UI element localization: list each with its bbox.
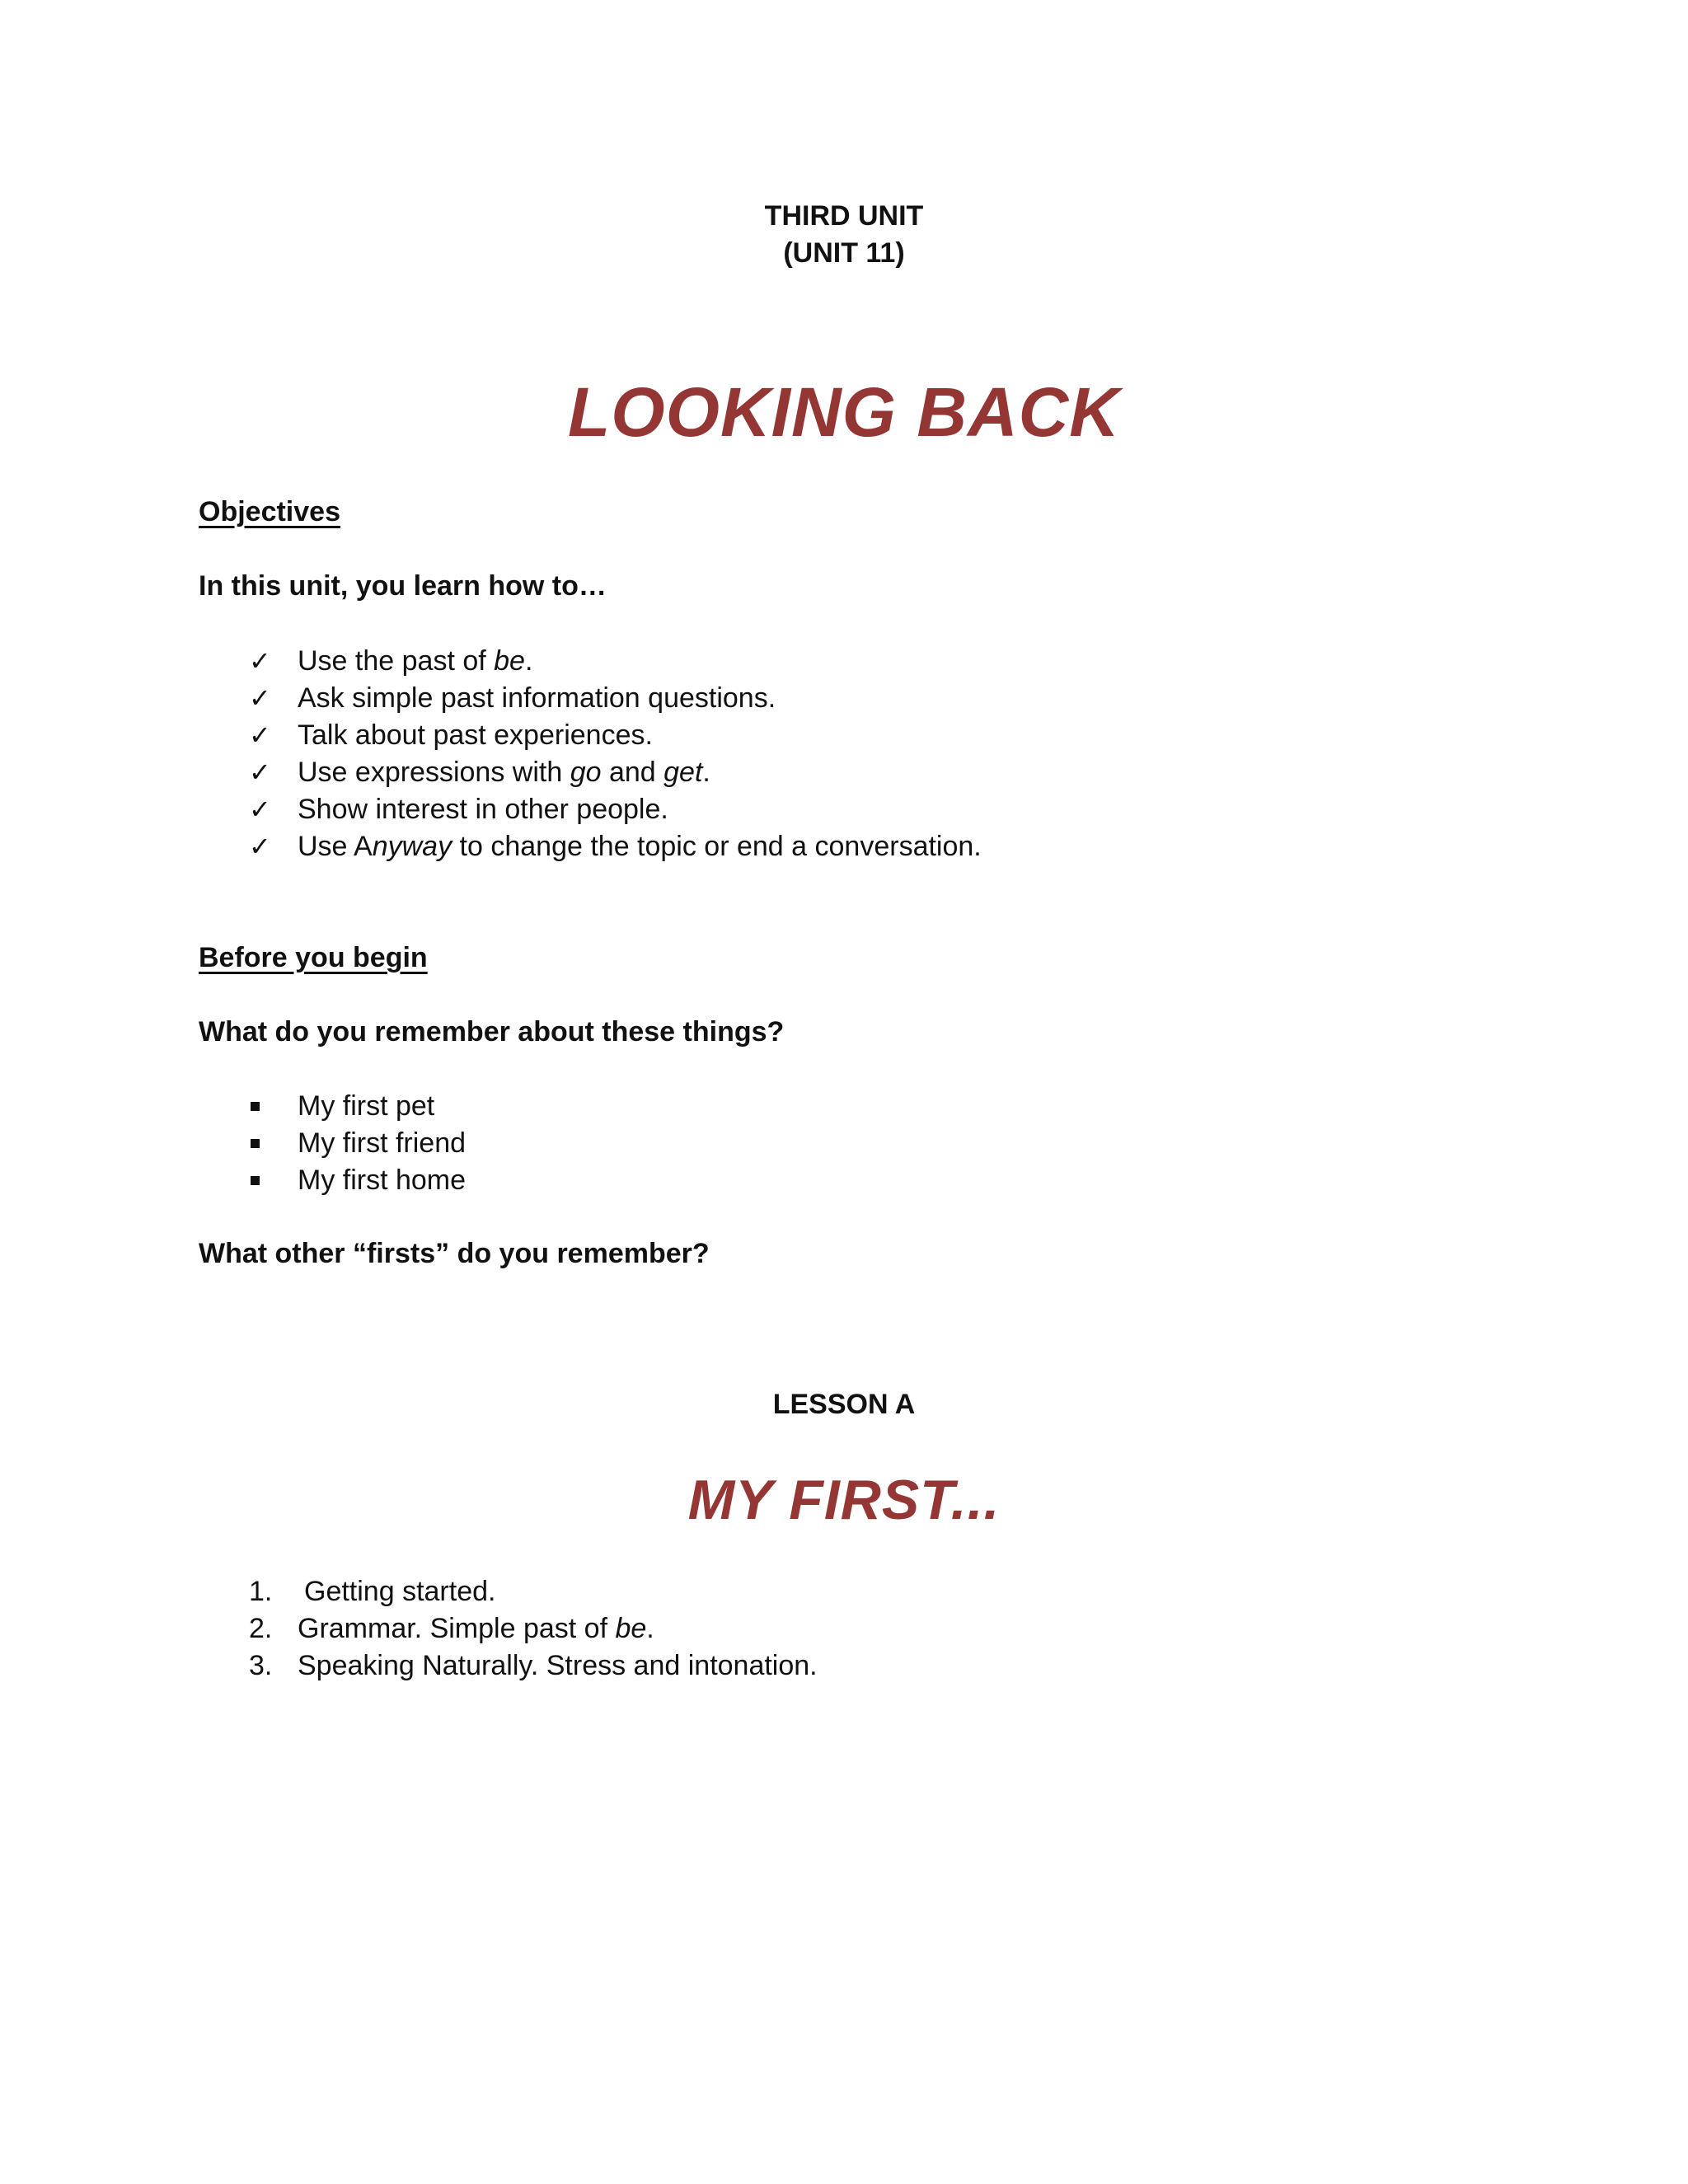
lesson-title: MY FIRST... (687, 1469, 1001, 1531)
checkmark-icon: ✓ (249, 683, 271, 713)
list-item: ✓ Talk about past experiences. (0, 717, 1688, 754)
list-item: My first friend (0, 1125, 1688, 1162)
unit-number: (UNIT 11) (783, 237, 905, 269)
objectives-heading: Objectives (199, 496, 340, 527)
objectives-list (0, 643, 1688, 865)
list-item: 2. Grammar. Simple past of be. (0, 1610, 1688, 1647)
unit-label: THIRD UNIT (764, 200, 924, 232)
list-number: 1. (249, 1576, 273, 1607)
square-bullet-icon (251, 1139, 260, 1148)
checkmark-icon: ✓ (249, 832, 271, 861)
checkmark-icon: ✓ (249, 646, 271, 676)
checkmark-icon: ✓ (249, 757, 271, 787)
list-item: My first pet (0, 1088, 1688, 1125)
lesson-list (0, 1573, 1688, 1685)
square-bullet-icon (251, 1102, 260, 1111)
checkmark-icon: ✓ (249, 794, 271, 824)
list-item: 3. Speaking Naturally. Stress and intonation. (0, 1647, 1688, 1685)
closing-question: What other “firsts” do you remember? (199, 1238, 710, 1269)
list-item: ✓ Use Anyway to change the topic or end a conversation. (0, 828, 1688, 865)
before-you-begin-question: What do you remember about these things? (199, 1016, 785, 1047)
list-item: ✓ Ask simple past information questions. (0, 680, 1688, 717)
objectives-lead: In this unit, you learn how to… (199, 570, 607, 602)
list-item: 1. Getting started. (0, 1573, 1688, 1610)
lesson-label: LESSON A (772, 1389, 916, 1420)
before-you-begin-heading: Before you begin (199, 942, 428, 973)
checkmark-icon: ✓ (249, 720, 271, 750)
list-item: ✓ Show interest in other people. (0, 791, 1688, 828)
list-item: My first home (0, 1162, 1688, 1199)
square-bullet-icon (251, 1176, 260, 1185)
list-number: 3. (249, 1650, 273, 1681)
list-item: ✓ Use the past of be. (0, 643, 1688, 680)
page-title: LOOKING BACK (568, 373, 1120, 451)
list-number: 2. (249, 1613, 273, 1644)
firsts-list (0, 1088, 1688, 1199)
list-item: ✓ Use expressions with go and get. (0, 754, 1688, 791)
